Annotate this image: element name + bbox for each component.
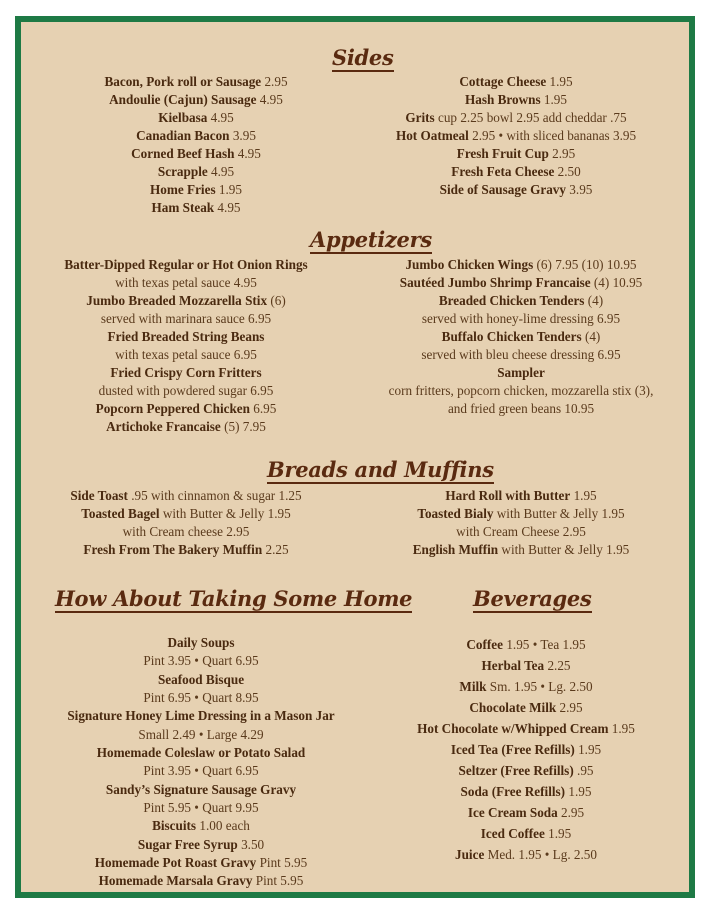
item-name: Jumbo Chicken Wings xyxy=(405,257,534,272)
item-price: 2.25 xyxy=(547,658,571,673)
menu-item xyxy=(376,781,676,802)
item-price: with Butter & Jelly 1.95 xyxy=(501,542,630,557)
item-name: Hot Oatmeal xyxy=(395,128,469,143)
item-price: cup 2.25 bowl 2.95 add cheddar .75 xyxy=(437,110,627,125)
menu-item xyxy=(61,91,331,109)
item-description-line xyxy=(366,523,676,541)
item-price: 1.95 xyxy=(578,742,602,757)
item-price: 2.95 xyxy=(264,74,288,89)
appetizers-title: Appetizers xyxy=(310,227,432,252)
menu-item xyxy=(31,836,371,854)
menu-item xyxy=(376,655,676,676)
item-price: Pint 5.95 xyxy=(259,855,308,871)
menu-item xyxy=(31,505,341,523)
menu-item xyxy=(376,844,676,865)
item-description: with Cream Cheese 2.95 xyxy=(456,524,586,539)
menu-item xyxy=(376,634,676,655)
item-price: 1.95 xyxy=(543,92,567,107)
item-description: with texas petal sauce 6.95 xyxy=(115,347,257,362)
menu-item xyxy=(366,109,666,127)
item-price: 2.50 xyxy=(557,164,581,179)
item-name: Iced Tea (Free Refills) xyxy=(450,742,575,757)
item-name: Breaded Chicken Tenders xyxy=(438,293,585,308)
item-price: 2.95 xyxy=(561,805,585,820)
item-name: Toasted Bagel xyxy=(81,506,160,521)
menu-item xyxy=(366,127,666,145)
item-price: 4.95 xyxy=(217,200,241,215)
item-description-line xyxy=(31,523,341,541)
menu-item xyxy=(31,671,371,689)
item-name: Biscuits xyxy=(152,818,197,834)
menu-item xyxy=(376,718,676,739)
item-price: with Butter & Jelly 1.95 xyxy=(496,506,625,521)
menu-item xyxy=(31,256,341,274)
item-name: Homemade Marsala Gravy xyxy=(98,873,253,889)
item-name: Herbal Tea xyxy=(481,658,545,673)
item-description: corn fritters, popcorn chicken, mozzarella stix (3), xyxy=(388,383,654,398)
item-name: Grits xyxy=(405,110,435,125)
item-price: 1.95 xyxy=(549,74,573,89)
menu-item xyxy=(31,854,371,872)
item-description: Small 2.49 • Large 4.29 xyxy=(138,726,264,742)
item-price: with Butter & Jelly 1.95 xyxy=(162,506,291,521)
item-description: served with marinara sauce 6.95 xyxy=(100,311,272,326)
menu-item xyxy=(31,817,371,835)
item-name: Sandy’s Signature Sausage Gravy xyxy=(105,781,297,797)
menu-item xyxy=(366,181,666,199)
item-description: Pint 3.95 • Quart 6.95 xyxy=(143,653,259,669)
menu-item xyxy=(376,676,676,697)
item-price: 2.95 xyxy=(552,146,576,161)
item-name: Fried Breaded String Beans xyxy=(107,329,265,344)
item-name: Fresh From The Bakery Muffin xyxy=(83,542,263,557)
breads-title: Breads and Muffins xyxy=(267,457,494,482)
item-price: Sm. 1.95 • Lg. 2.50 xyxy=(489,679,593,694)
item-description-line xyxy=(31,382,341,400)
item-price: 2.95 • with sliced bananas 3.95 xyxy=(472,128,637,143)
item-price: 1.00 each xyxy=(199,818,250,834)
item-price: 4.95 xyxy=(237,146,261,161)
item-name: Andoulie (Cajun) Sausage xyxy=(109,92,257,107)
menu-item xyxy=(366,145,666,163)
item-price: (6) 7.95 (10) 10.95 xyxy=(536,257,637,272)
item-price: 1.95 xyxy=(218,182,242,197)
item-name: Milk xyxy=(459,679,487,694)
menu-item xyxy=(31,364,341,382)
item-description-line xyxy=(31,689,371,707)
item-name: Hard Roll with Butter xyxy=(445,488,571,503)
item-name: Jumbo Breaded Mozzarella Stix xyxy=(86,293,268,308)
item-name: Sugar Free Syrup xyxy=(137,836,238,852)
item-price: 1.95 • Tea 1.95 xyxy=(506,637,586,652)
item-price: (4) xyxy=(587,293,604,308)
item-description: with texas petal sauce 4.95 xyxy=(115,275,257,290)
menu-item xyxy=(376,760,676,781)
menu-item xyxy=(31,418,341,436)
menu-item xyxy=(31,292,341,310)
item-name: Hot Chocolate w/Whipped Cream xyxy=(417,721,609,736)
menu-item xyxy=(61,145,331,163)
item-price: (4) xyxy=(584,329,601,344)
item-name: Side of Sausage Gravy xyxy=(439,182,566,197)
sides-right-list xyxy=(366,73,666,199)
item-price: .95 xyxy=(577,763,594,778)
menu-item xyxy=(376,739,676,760)
item-name: Scrapple xyxy=(157,164,208,179)
item-name: Side Toast xyxy=(70,488,128,503)
item-description: Pint 3.95 • Quart 6.95 xyxy=(143,763,259,779)
item-price: 6.95 xyxy=(253,401,277,416)
menu-item xyxy=(376,823,676,844)
menu-item xyxy=(61,127,331,145)
item-price: 2.25 xyxy=(265,542,289,557)
item-price: 1.95 xyxy=(548,826,572,841)
menu-item xyxy=(366,541,676,559)
item-description-line xyxy=(361,400,681,418)
menu-item xyxy=(366,73,666,91)
menu-item xyxy=(31,872,371,890)
item-price: 1.95 xyxy=(611,721,635,736)
item-price: 3.95 xyxy=(232,128,256,143)
menu-item xyxy=(61,73,331,91)
item-name: Ice Cream Soda xyxy=(467,805,558,820)
menu-page xyxy=(15,16,695,898)
item-description-line xyxy=(361,310,681,328)
menu-item xyxy=(361,292,681,310)
item-price: 4.95 xyxy=(259,92,283,107)
item-description: with Cream cheese 2.95 xyxy=(122,524,250,539)
menu-item xyxy=(361,274,681,292)
menu-item xyxy=(31,707,371,725)
item-name: Artichoke Francaise xyxy=(106,419,221,434)
menu-item xyxy=(61,109,331,127)
item-name: Daily Soups xyxy=(167,635,235,650)
item-description-line xyxy=(31,726,371,744)
menu-item xyxy=(366,163,666,181)
menu-item xyxy=(31,744,371,762)
beverages-title: Beverages xyxy=(473,586,592,611)
item-description-line xyxy=(31,346,341,364)
item-description-line xyxy=(361,382,681,400)
item-description-line xyxy=(361,346,681,364)
appetizers-right-list xyxy=(361,256,681,418)
item-name: Cottage Cheese xyxy=(459,74,547,89)
menu-item xyxy=(61,163,331,181)
menu-item xyxy=(31,781,371,799)
breads-right-list xyxy=(366,487,676,559)
item-description-line xyxy=(31,799,371,817)
item-name: Homemade Pot Roast Gravy xyxy=(94,855,257,871)
item-price: 4.95 xyxy=(211,164,235,179)
menu-item xyxy=(61,181,331,199)
item-price: (6) xyxy=(270,293,286,308)
item-name: Homemade Coleslaw or Potato Salad xyxy=(96,745,306,761)
menu-item xyxy=(366,505,676,523)
item-name: Fresh Feta Cheese xyxy=(451,164,555,179)
item-name: Ham Steak xyxy=(151,200,215,215)
menu-item xyxy=(61,199,331,217)
item-name: Signature Honey Lime Dressing in a Mason Jar xyxy=(67,708,335,724)
item-name: Sautéed Jumbo Shrimp Francaise xyxy=(399,275,591,290)
item-price: 3.50 xyxy=(241,836,265,852)
menu-item xyxy=(366,91,666,109)
item-description: Pint 6.95 • Quart 8.95 xyxy=(143,690,259,706)
take-home-title: How About Taking Some Home xyxy=(55,586,413,611)
item-price: (5) 7.95 xyxy=(224,419,266,434)
menu-item xyxy=(376,697,676,718)
item-name: Sampler xyxy=(497,365,545,380)
item-name: Batter-Dipped Regular or Hot Onion Rings xyxy=(64,257,308,272)
item-name: Seafood Bisque xyxy=(157,671,245,687)
item-description-line xyxy=(31,274,341,292)
item-price: 2.95 xyxy=(559,700,583,715)
menu-item xyxy=(31,634,371,652)
menu-item xyxy=(31,541,341,559)
item-price: 3.95 xyxy=(569,182,593,197)
item-name: Kielbasa xyxy=(158,110,208,125)
sides-left-list xyxy=(61,73,331,217)
item-name: Soda (Free Refills) xyxy=(460,784,566,799)
breads-left-list xyxy=(31,487,341,559)
item-name: Hash Browns xyxy=(465,92,541,107)
item-price: 1.95 xyxy=(573,488,597,503)
item-description: and fried green beans 10.95 xyxy=(447,401,595,416)
item-price: .95 with cinnamon & sugar 1.25 xyxy=(131,488,302,503)
item-name: Toasted Bialy xyxy=(417,506,494,521)
menu-item xyxy=(376,802,676,823)
item-description: served with bleu cheese dressing 6.95 xyxy=(421,347,621,362)
item-name: Fried Crispy Corn Fritters xyxy=(110,365,262,380)
item-name: Juice xyxy=(455,847,485,862)
menu-item xyxy=(31,400,341,418)
menu-item xyxy=(361,328,681,346)
beverages-list xyxy=(376,634,676,865)
item-name: Canadian Bacon xyxy=(136,128,230,143)
item-name: Iced Coffee xyxy=(480,826,545,841)
item-description: Pint 5.95 • Quart 9.95 xyxy=(143,800,259,816)
menu-item xyxy=(361,364,681,382)
item-name: Fresh Fruit Cup xyxy=(456,146,549,161)
menu-item xyxy=(366,487,676,505)
item-name: Coffee xyxy=(466,637,504,652)
item-name: English Muffin xyxy=(412,542,499,557)
item-name: Chocolate Milk xyxy=(469,700,557,715)
item-name: Corned Beef Hash xyxy=(131,146,235,161)
item-name: Bacon, Pork roll or Sausage xyxy=(104,74,262,89)
item-price: Med. 1.95 • Lg. 2.50 xyxy=(487,847,597,862)
item-price: Pint 5.95 xyxy=(255,873,304,889)
item-name: Popcorn Peppered Chicken xyxy=(95,401,250,416)
item-price: (4) 10.95 xyxy=(593,275,643,290)
item-name: Buffalo Chicken Tenders xyxy=(441,329,582,344)
item-description: dusted with powdered sugar 6.95 xyxy=(98,383,274,398)
menu-item xyxy=(31,487,341,505)
item-description-line xyxy=(31,310,341,328)
item-description-line xyxy=(31,762,371,780)
sides-title: Sides xyxy=(332,45,394,70)
take-home-list xyxy=(31,634,371,891)
item-price: 1.95 xyxy=(568,784,592,799)
item-price: 4.95 xyxy=(210,110,234,125)
item-description-line xyxy=(31,652,371,670)
menu-item xyxy=(31,328,341,346)
appetizers-left-list xyxy=(31,256,341,436)
item-name: Home Fries xyxy=(150,182,216,197)
item-name: Seltzer (Free Refills) xyxy=(458,763,574,778)
menu-item xyxy=(361,256,681,274)
item-description: served with honey-lime dressing 6.95 xyxy=(421,311,621,326)
